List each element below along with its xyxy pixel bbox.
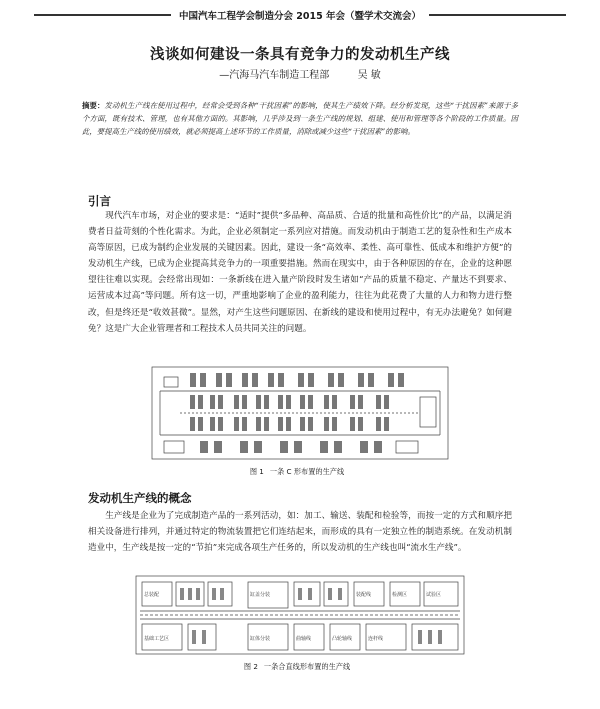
fig2-label-3: 缸盖分装: [250, 592, 271, 598]
intro-paragraph: 现代汽车市场，对企业的要求是：“适时”提供“多品种、高品质、合适的批量和高性价比”的产品，以满足消费者日益苛刻的个性化需求。为此，企业必须制定一系列应对措施。而发动机由于制造工艺的复杂性和生产成本高等原因，已成为制约企业发展的关键因素。因此，建设一条“高效率、柔性、高可靠性、低成本和维护方便”的发动机生产线，已成为企业提高其竞争力的一项重要措施。然而在现实中，由于各种原因的存在，企业的这种愿望往往难以实现。会经常出现如：一条新线在进入量产阶段时发生诸如“产品的质量不稳定、产量达不到要求、运营成本过高”等问题。所有这一切，严重地影响了企业的盈利能力，往往为此花费了大量的人力和物力进行整改，但是终还是“收效甚微”。显然，对产生这些问题原因、在新线的建设和使用过程中，有无办法避免？如何避免？这是广大企业管理者和工程技术人员共同关注的问题。: [88, 211, 512, 334]
abstract: [82, 99, 518, 138]
figure-2-caption-text: 一条合直线形布置的生产线: [263, 662, 351, 671]
fig2-label-6: 凸轮轴线: [332, 636, 353, 642]
figure-2-diagram: [134, 574, 466, 656]
conference-header: 中国汽车工程学会制造分会 2015 年会（暨学术交流会）: [178, 11, 422, 22]
abstract-text: 发动机生产线在使用过程中，经常会受到各种“干扰因素”的影响，使其生产绩效下降。经分析发现，这些“干扰因素”来源于多个方面，既有技术、管理，也有其他方面的。其影响，几乎涉及到一条生产线的规划、组建、使用和管理等各个阶段的工作质量。因此，要提高生产线的使用绩效，就必须提高上述环节的工作质量，消除或减少这些“干扰因素”的影响。: [82, 101, 518, 136]
section-heading-intro: 引言: [88, 194, 111, 208]
fig2-label-7: 连杆线: [368, 636, 384, 642]
concept-body: [88, 508, 512, 556]
fig2-label-5: 曲轴线: [296, 636, 312, 642]
figure-2-number: 图 2: [243, 662, 258, 671]
concept-paragraph: 生产线是企业为了完成制造产品的一系列活动，如：加工、输送、装配和检验等，而按一定的方式和顺序把相关设备进行排列，并通过特定的物流装置把它们连结起来，而形成的具有一定独立性的制造系统。在发动机制造业中，生产线是按一定的“节拍”来完成各项生产任务的，所以发动机的生产线也叫“流水生产线”。: [88, 511, 512, 554]
intro-body: [88, 208, 512, 337]
figure-2-caption: [0, 662, 600, 672]
header-rule-left: [34, 14, 171, 16]
author-line: [0, 66, 600, 81]
article-title: 浅谈如何建设一条具有竞争力的发动机生产线: [150, 47, 450, 63]
author-affiliation: —汽海马汽车制造工程部: [219, 70, 330, 81]
figure-2: [134, 574, 466, 656]
running-header: [34, 8, 566, 22]
fig2-label-8: 检测区: [392, 592, 408, 598]
figure-1-number: 图 1: [249, 467, 264, 476]
fig2-label-0: 总装配: [144, 592, 160, 598]
abstract-label: 摘要：: [82, 101, 105, 110]
fig2-label-1: 基础工艺区: [144, 636, 170, 642]
header-rule-right: [429, 14, 566, 16]
fig2-label-4: 缸体分装: [250, 636, 271, 642]
figure-1: [150, 365, 450, 461]
fig2-label-9: 试验区: [426, 592, 442, 598]
figure-1-diagram: [150, 365, 450, 461]
fig2-label-2: 装配线: [356, 592, 372, 598]
section-heading-concept: 发动机生产线的概念: [88, 491, 192, 505]
author-name: 吴 敏: [357, 70, 381, 81]
figure-1-caption: [0, 467, 600, 477]
figure-1-caption-text: 一条 C 形布置的生产线: [269, 467, 345, 476]
